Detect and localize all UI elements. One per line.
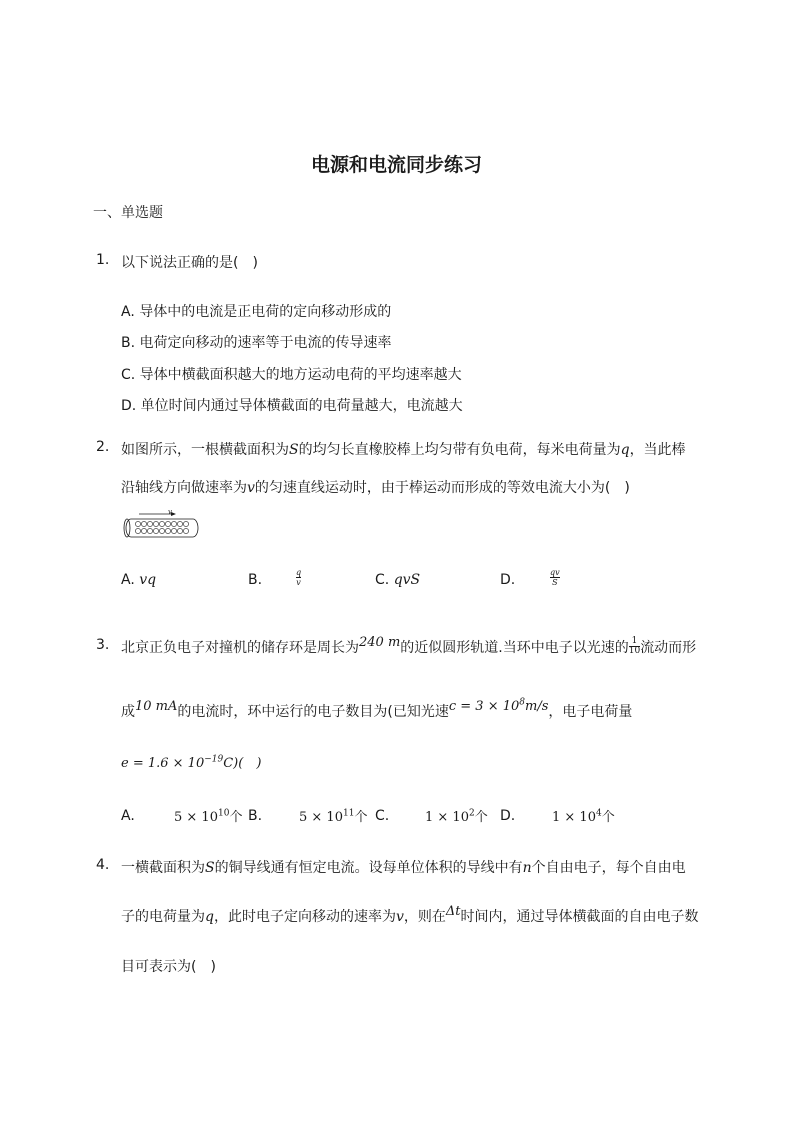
option-label: D. <box>500 572 516 588</box>
question-stem-line-3: 目可表示为( ) <box>121 959 216 975</box>
var-n: n <box>522 860 532 876</box>
option-c <box>375 808 389 824</box>
stem-text: 成 <box>121 704 135 720</box>
question-number: 4. <box>96 857 110 873</box>
option-label: A. <box>121 808 135 824</box>
stem-text: 的电流时，环中运行的电子数目为(已知光速 <box>177 704 449 720</box>
value-exponent: 11 <box>342 808 355 819</box>
var-s: S <box>205 860 215 876</box>
light-speed <box>449 699 549 714</box>
option-label: C. <box>375 808 390 824</box>
stem-text: 一横截面积为 <box>121 860 205 876</box>
electron-charge <box>121 756 261 771</box>
light-speed-unit: m/s <box>525 699 549 714</box>
option-d <box>500 808 515 824</box>
numerator: q <box>296 568 302 577</box>
stem-text: 的铜导线通有恒定电流。设每单位体积的导线中有 <box>214 860 523 876</box>
value-base: 5 × 10 <box>299 810 343 825</box>
stem-text: 时间内，通过导体横截面的自由电子数 <box>460 909 699 925</box>
option-value: qvS <box>393 572 421 588</box>
option-label: B. <box>248 572 263 588</box>
var-s: S <box>289 442 299 458</box>
stem-text: 的均匀长直橡胶棒上均匀带有负电荷，每米电荷量为 <box>298 442 621 458</box>
option-label: A. <box>121 572 135 588</box>
question-stem-line-3 <box>121 752 261 771</box>
option-b: B. 电荷定向移动的速率等于电流的传导速率 <box>121 335 392 351</box>
stem-text: 流动而形 <box>640 640 697 656</box>
numerator: qv <box>550 568 560 577</box>
value-unit: 个 <box>601 810 615 825</box>
question-stem-line-2 <box>121 906 699 926</box>
stem-text: ，电子电荷量 <box>548 704 633 720</box>
option-d: D. 单位时间内通过导体横截面的电荷量越大，电流越大 <box>121 398 463 414</box>
stem-text: 的近似圆形轨道.当环中电子以光速的 <box>400 640 629 656</box>
value-base: 1 × 10 <box>552 810 596 825</box>
stem-text: 子的电荷量为 <box>121 909 205 925</box>
charge-exponent: −19 <box>204 754 224 765</box>
var-q: q <box>205 909 214 925</box>
option-a <box>121 808 135 824</box>
stem-text: ，则在 <box>403 909 446 925</box>
light-speed-exponent: 8 <box>519 697 526 708</box>
time-interval: Δt <box>445 904 461 919</box>
option-a: A. 导体中的电流是正电荷的定向移动形成的 <box>121 304 392 320</box>
option-label: B. <box>248 808 263 824</box>
page-title: 电源和电流同步练习 <box>310 154 482 176</box>
fraction <box>629 637 640 656</box>
value-exponent: 10 <box>217 808 230 819</box>
option-b <box>248 572 262 588</box>
question-stem-line-1 <box>121 637 696 658</box>
charge-unit: C)( ) <box>223 756 262 771</box>
stem-text: 个自由电子，每个自由电 <box>531 860 686 876</box>
value-base: 1 × 10 <box>425 810 469 825</box>
velocity-label: v <box>168 510 172 516</box>
fraction <box>296 568 301 587</box>
denominator: 10 <box>628 645 641 656</box>
option-d <box>500 572 515 588</box>
current-value: 10 mA <box>135 699 178 714</box>
value-base: 5 × 10 <box>174 810 218 825</box>
circumference: 240 m <box>359 635 401 650</box>
question-stem-line-2 <box>121 697 633 721</box>
question-stem-line-1 <box>121 857 686 877</box>
option-value: vq <box>139 572 157 588</box>
stem-text: ，此时电子定向移动的速率为 <box>213 909 396 925</box>
option-d-fraction <box>550 568 560 587</box>
option-c <box>375 572 420 588</box>
question-stem: 以下说法正确的是( ) <box>121 255 258 271</box>
numerator: 1 <box>631 635 638 646</box>
option-d-value <box>552 806 615 825</box>
option-b <box>248 808 262 824</box>
option-a <box>121 572 156 588</box>
stem-text: 的匀速直线运动时，由于棒运动而形成的等效电流大小为( ) <box>254 480 630 496</box>
section-heading: 一、单选题 <box>93 205 163 221</box>
var-v: v <box>247 480 255 496</box>
denominator: S <box>552 578 558 587</box>
option-b-fraction <box>296 568 301 587</box>
var-q: q <box>620 442 630 458</box>
option-b-value <box>299 806 367 825</box>
charged-rod-figure <box>121 510 201 540</box>
stem-text: 如图所示，一根横截面积为 <box>121 442 289 458</box>
option-c-value <box>425 806 488 825</box>
value-exponent: 4 <box>595 808 602 819</box>
option-c: C. 导体中横截面积越大的地方运动电荷的平均速率越大 <box>121 367 462 383</box>
stem-text: 北京正负电子对撞机的储存环是周长为 <box>121 640 359 656</box>
option-label: C. <box>375 572 390 588</box>
value-unit: 个 <box>229 810 243 825</box>
charge-base: e = 1.6 × 10 <box>121 756 205 771</box>
stem-text: 沿轴线方向做速率为 <box>121 480 247 496</box>
value-unit: 个 <box>354 810 368 825</box>
option-a-value <box>174 806 242 825</box>
question-number: 1. <box>96 252 110 268</box>
question-stem-line-2 <box>121 477 630 497</box>
value-unit: 个 <box>474 810 488 825</box>
fraction <box>550 568 560 587</box>
denominator: v <box>296 578 301 587</box>
question-number: 3. <box>96 637 110 653</box>
question-number: 2. <box>96 439 110 455</box>
var-v: v <box>395 909 404 925</box>
stem-text: ，当此棒 <box>629 442 686 458</box>
question-stem-line-1 <box>121 439 686 459</box>
light-speed-base: c = 3 × 10 <box>448 699 520 714</box>
rod-diagram <box>121 510 201 540</box>
option-label: D. <box>500 808 516 824</box>
value-exponent: 2 <box>468 808 475 819</box>
